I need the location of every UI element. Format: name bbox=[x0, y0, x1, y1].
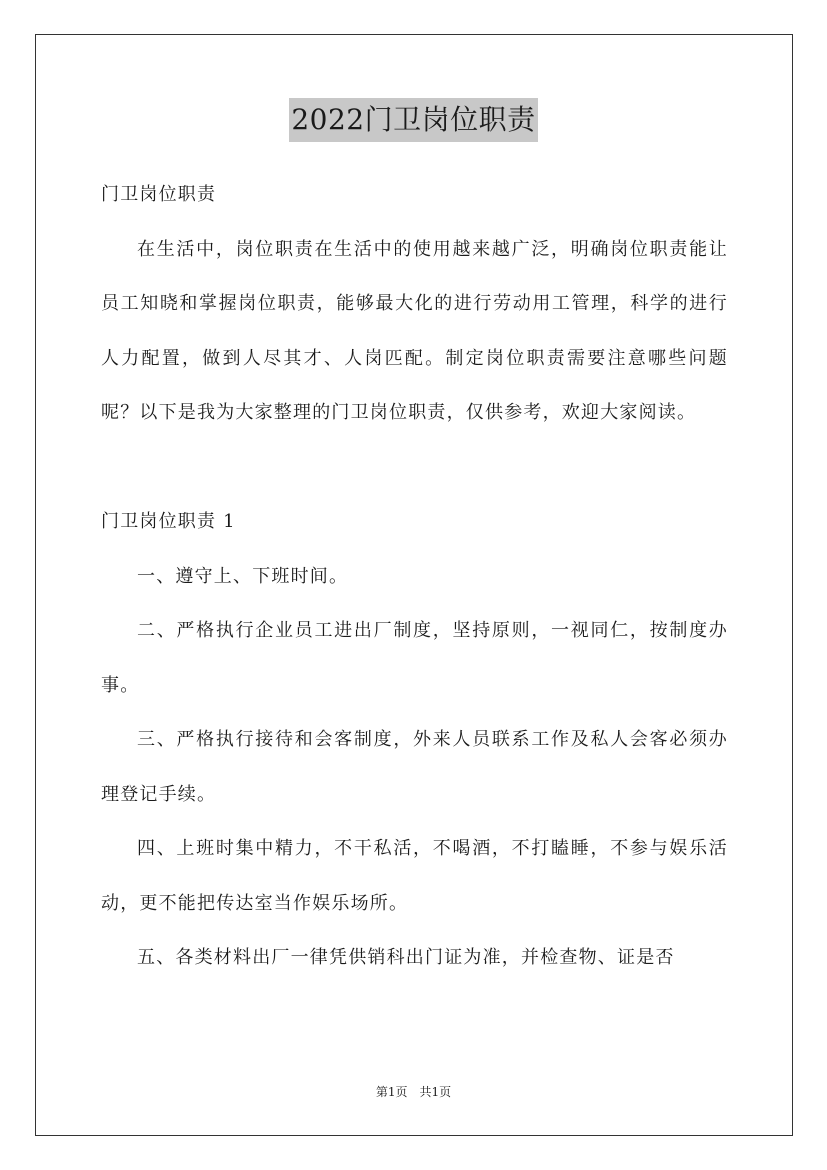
section-heading-main: 门卫岗位职责 bbox=[101, 184, 217, 205]
page-number-current: 第1页 bbox=[375, 1085, 408, 1099]
duty-item-2: 二、严格执行企业员工进出厂制度，坚持原则，一视同仁，按制度办事。 bbox=[101, 620, 728, 696]
page-footer bbox=[0, 1082, 827, 1102]
page-number-total: 共1页 bbox=[419, 1085, 452, 1099]
title-container bbox=[0, 98, 827, 142]
duty-item-4: 四、上班时集中精力，不干私活，不喝酒，不打瞌睡，不参与娱乐活动，更不能把传达室当作娱乐场所。 bbox=[101, 838, 728, 914]
duty-item-1: 一、遵守上、下班时间。 bbox=[137, 565, 349, 587]
duty-item-3: 三、严格执行接待和会客制度，外来人员联系工作及私人会客必须办理登记手续。 bbox=[101, 729, 728, 805]
document-title: 2022门卫岗位职责 bbox=[289, 98, 537, 142]
paragraph-gap bbox=[101, 441, 728, 496]
document-body bbox=[101, 168, 728, 986]
intro-paragraph: 在生活中，岗位职责在生活中的使用越来越广泛，明确岗位职责能让员工知晓和掌握岗位职责，能够最大化的进行劳动用工管理，科学的进行人力配置，做到人尽其才、人岗匹配。制定岗位职责需要注意哪些问题呢？以下是我为大家整理的门卫岗位职责，仅供参考，欢迎大家阅读。 bbox=[101, 238, 728, 423]
duty-item-5: 五、各类材料出厂一律凭供销科出门证为准，并检查物、证是否 bbox=[137, 947, 675, 968]
section-heading-1: 门卫岗位职责 1 bbox=[101, 511, 236, 532]
